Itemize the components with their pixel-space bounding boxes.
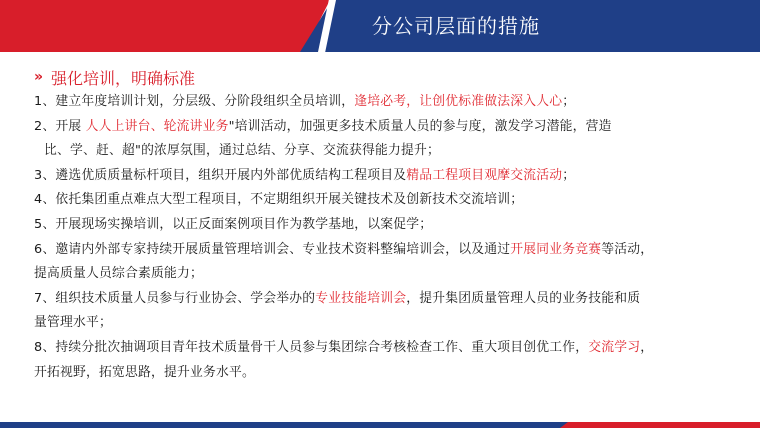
list-item-7: 7、组织技术质量人员参与行业协会、学会举办的专业技能培训会，提升集团质量管理人员的业务技能和质 [34, 290, 641, 306]
list-item-5: 5、开展现场实操培训，以正反面案例项目作为教学基地，以案促学； [34, 216, 433, 232]
list-item-6-continued: 提高质量人员综合素质能力； [34, 266, 203, 282]
list-item-1: 1、建立年度培训计划，分层级、分阶段组织全员培训，逢培必考，让创优标准做法深入人心； [34, 94, 576, 109]
list-item-8: 8、持续分批次抽调项目青年技术质量骨干人员参与集团综合考核检查工作、重大项目创优工作，交流学习， [34, 339, 654, 355]
list-item-7-continued: 量管理水平； [34, 315, 112, 331]
double-chevron-icon: » [34, 69, 44, 85]
section-heading [34, 64, 734, 90]
list-item-2: 2、开展 人人上讲台、轮流讲业务"培训活动，加强更多技术质量人员的参与度，激发学习潜能，营造 [34, 118, 612, 134]
list-item-6: 6、邀请内外部专家持续开展质量管理培训会、专业技术资料整编培训会，以及通过开展同业务竞赛等活动， [34, 241, 654, 257]
section-label: 强化培训，明确标准 [51, 68, 196, 88]
content-area [34, 64, 734, 385]
list-item-3: 3、遴选优质质量标杆项目，组织开展内外部优质结构工程项目及精品工程项目观摩交流活动； [34, 167, 576, 183]
list-item-2-continued: 比、学、赶、超"的浓厚氛围，通过总结、分享、交流获得能力提升； [44, 143, 440, 159]
header-red-band [0, 0, 330, 52]
slide-title: 分公司层面的措施 [372, 14, 540, 38]
list-item-8-continued: 开拓视野，拓宽思路，提升业务水平。 [34, 364, 255, 380]
footer-red-band [560, 422, 760, 428]
list-item-4: 4、依托集团重点难点大型工程项目，不定期组织开展关键技术及创新技术交流培训； [34, 192, 524, 208]
